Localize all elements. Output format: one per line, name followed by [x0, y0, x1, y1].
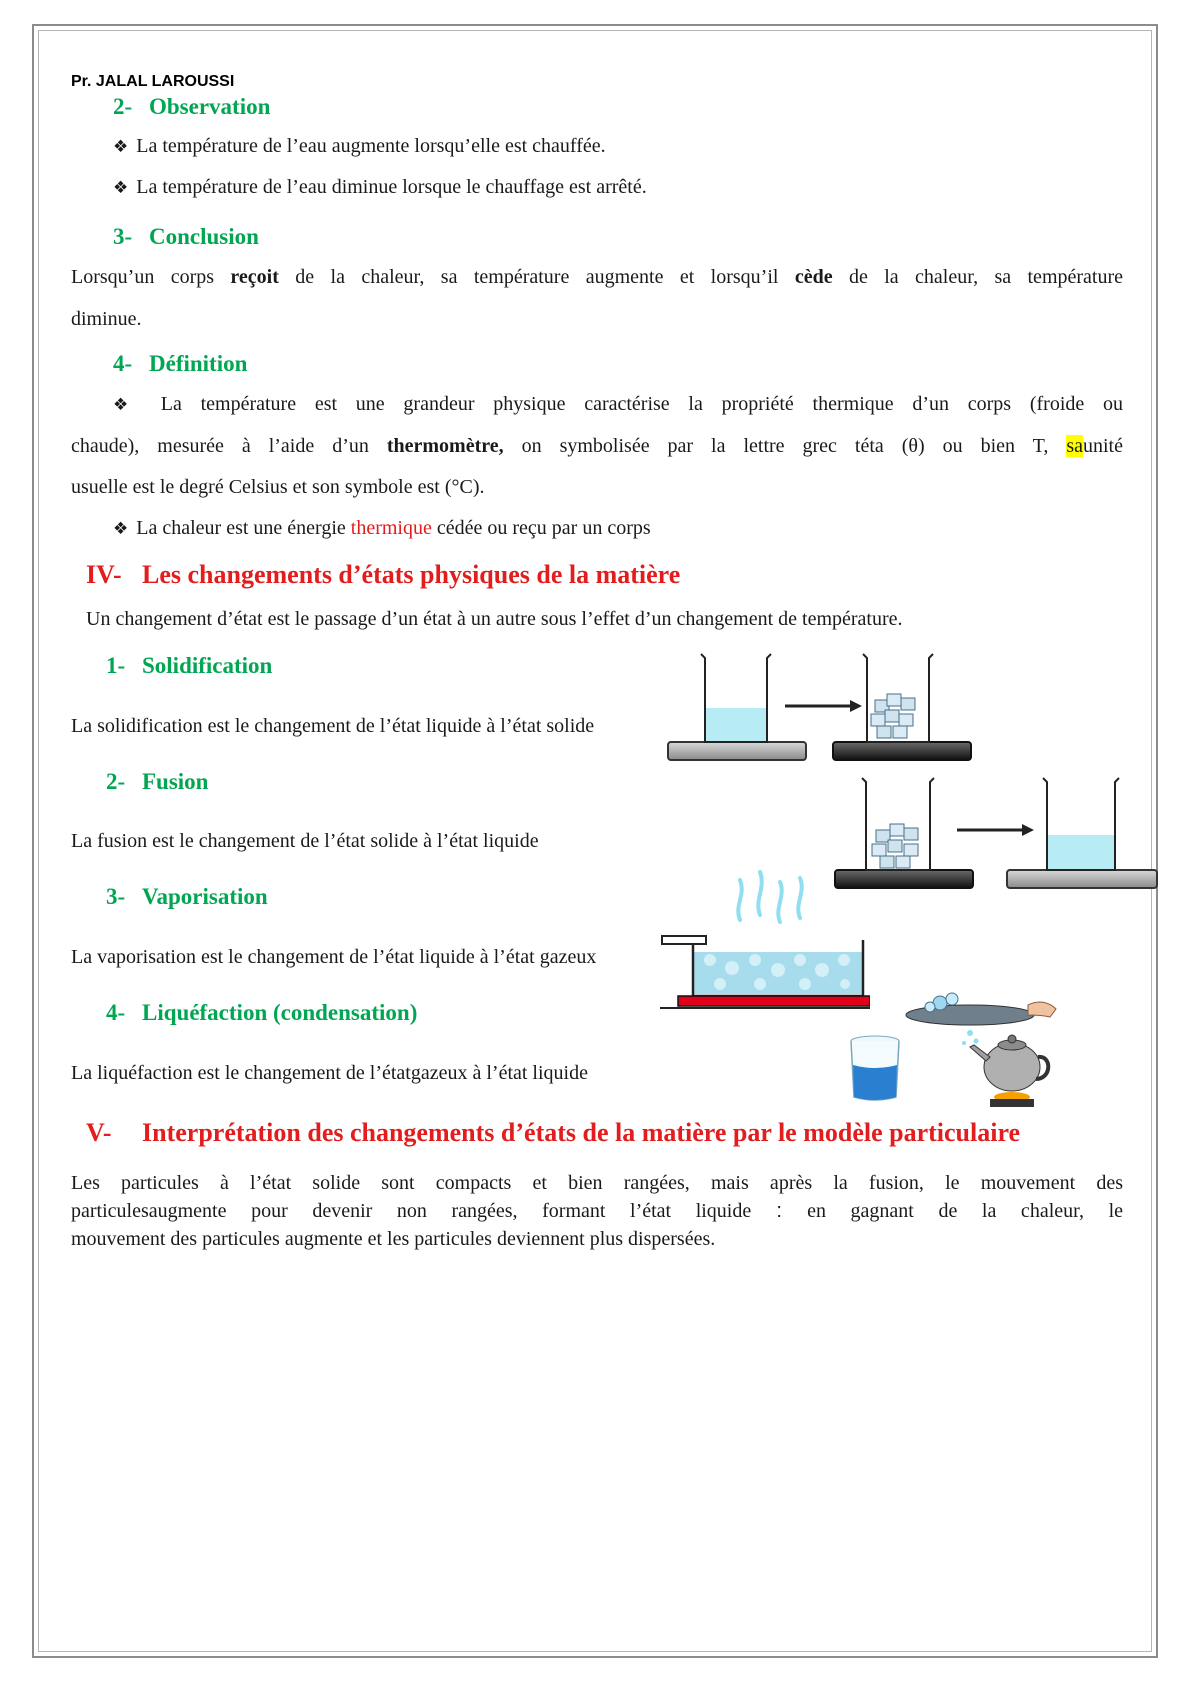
four-diamond-bullet-icon: ❖: [113, 137, 129, 157]
section-v-line-3: mouvement des particules augmente et les particules deviennent plus dispersées.: [71, 1228, 716, 1250]
teapot-icon: [970, 1035, 1048, 1091]
section-v-line-1: Les particules à l’état solide sont compacts et bien rangées, mais après la fusion, le mouvement des: [71, 1172, 1123, 1194]
four-diamond-bullet-icon: ❖: [113, 519, 129, 539]
fusion-text: La fusion est le changement de l’état solide à l’état liquide: [71, 830, 539, 852]
heading-solidification: 1- Solidification: [106, 653, 273, 678]
hand-icon: [1028, 1002, 1056, 1017]
heading-observation: 2- Observation: [113, 94, 271, 119]
heading-liquefaction: 4- Liquéfaction (condensation): [106, 1000, 418, 1025]
observation-bullet-2: ❖ La température de l’eau diminue lorsque le chauffage est arrêté.: [113, 176, 647, 198]
heading-definition: 4- Définition: [113, 351, 248, 376]
fusion-illustration: [832, 760, 1162, 892]
conclusion-paragraph-line-2: diminue.: [71, 308, 142, 330]
section-iv-intro: Un changement d’état est le passage d’un état à un autre sous l’effet d’un changement de température.: [86, 608, 903, 630]
definition-bullet-1-line-2: chaude), mesurée à l’aide d’un thermomètre, on symbolisée par la lettre grec téta (θ) ou bien T, saunité: [71, 435, 1123, 457]
four-diamond-bullet-icon: ❖: [113, 178, 129, 198]
ice-cubes-icon: [872, 824, 918, 868]
steam-icon: [738, 872, 801, 922]
heading-conclusion: 3- Conclusion: [113, 224, 259, 249]
vaporisation-text: La vaporisation est le changement de l’état liquide à l’état gazeux: [71, 946, 597, 968]
water-glass-illustration: [845, 1033, 905, 1105]
definition-bullet-2: ❖ La chaleur est une énergie thermique cédée ou reçu par un corps: [113, 517, 651, 539]
definition-bullet-1-line-1: ❖ La température est une grandeur physique caractérise la propriété thermique d’un corps (froide ou: [113, 393, 1124, 415]
liquefaction-text: La liquéfaction est le changement de l’étatgazeux à l’état liquide: [71, 1062, 588, 1084]
author-name: Pr. JALAL LAROUSSI: [71, 73, 235, 90]
heading-fusion: 2- Fusion: [106, 769, 209, 794]
liquefaction-illustration: [900, 985, 1070, 1113]
solidification-text: La solidification est le changement de l’état liquide à l’état solide: [71, 715, 595, 737]
definition-bullet-1-line-3: usuelle est le degré Celsius et son symbole est (°C).: [71, 476, 485, 498]
heading-section-v: V- Interprétation des changements d’états de la matière par le modèle particulaire: [86, 1118, 1021, 1147]
vaporisation-illustration: [660, 860, 870, 1010]
lid-with-ice-icon: [906, 993, 1034, 1025]
heading-vaporisation: 3- Vaporisation: [106, 884, 268, 909]
four-diamond-bullet-icon: ❖: [113, 395, 142, 415]
conclusion-paragraph-line-1: Lorsqu’un corps reçoit de la chaleur, sa température augmente et lorsqu’il cède de la chaleur, sa température: [71, 266, 1124, 288]
ice-cubes-icon: [871, 694, 915, 738]
water-drops-icon: [962, 1030, 979, 1045]
section-v-line-2: particulesaugmente pour devenir non rangées, formant l’état liquide : en gagnant de la chaleur, le: [71, 1200, 1124, 1222]
solidification-illustration: [665, 646, 975, 766]
observation-bullet-1: ❖ La température de l’eau augmente lorsqu’elle est chauffée.: [113, 135, 606, 157]
heading-section-iv: IV- Les changements d’états physiques de la matière: [86, 560, 681, 589]
